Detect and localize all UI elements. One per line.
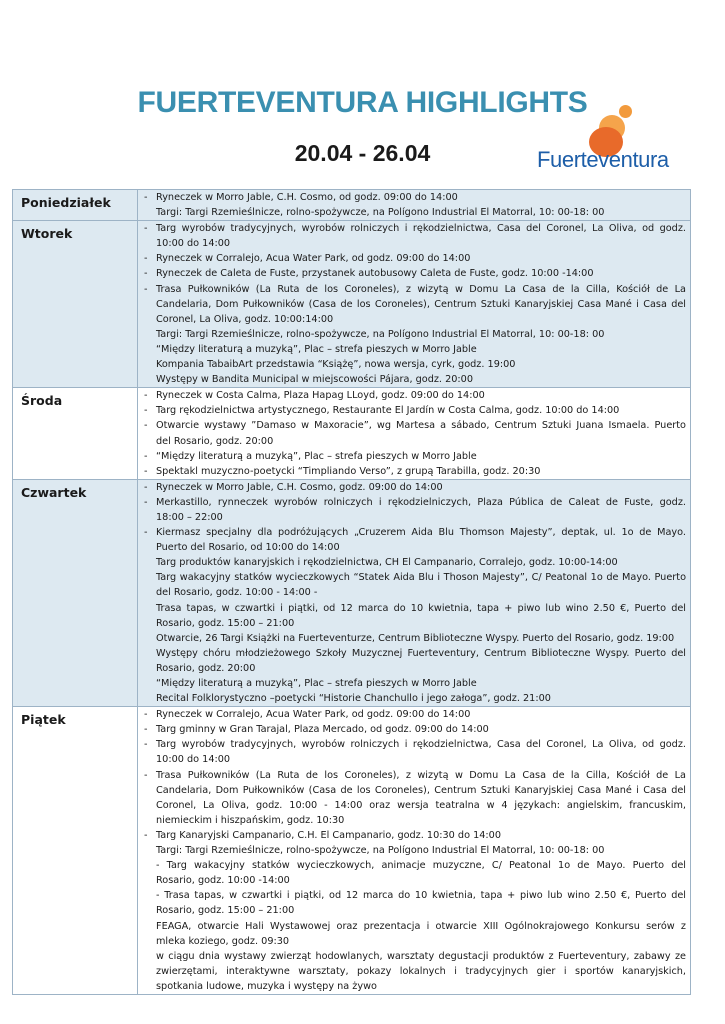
bullet: -: [144, 450, 148, 462]
event-text: spotkania ludowe, muzyka i występy na żywo: [156, 980, 377, 992]
event-line: [144, 631, 686, 646]
logo-dot-small: [619, 105, 632, 118]
event-text: Otwarcie, 26 Targi Książki na Fuerteventurze, Centrum Biblioteczne Wyspy. Puerto del Rosario, godz. 19:00: [156, 632, 675, 644]
event-text: 10:00 do 14:00: [156, 754, 231, 766]
day-events: [138, 388, 691, 480]
day-row: [13, 707, 691, 995]
bullet: -: [144, 268, 148, 280]
event-line: [144, 949, 686, 964]
bullet: [144, 798, 156, 813]
bullet: [144, 646, 156, 661]
event-text: del Rosario, godz. 10:00 - 14:00 -: [156, 587, 318, 599]
event-line: [144, 205, 686, 220]
event-line: [144, 357, 686, 372]
event-line: [144, 251, 686, 266]
bullet: [144, 570, 156, 585]
bullet: [144, 919, 156, 934]
event-line: [144, 418, 686, 433]
bullet: -: [144, 724, 148, 736]
logo-wordmark: Fuerteventura: [537, 147, 669, 172]
event-line: [144, 676, 686, 691]
event-line: [144, 707, 686, 722]
event-line: [144, 903, 686, 918]
event-line: [144, 783, 686, 798]
day-name: Piątek: [13, 707, 138, 995]
day-name: Środa: [13, 388, 138, 480]
event-text: - Trasa tapas, w czwartki i piątki, od 12 marca do 10 kwietnia, tapa + piwo lub wino 2.50 €, Puerto del: [156, 890, 686, 902]
bullet: [144, 783, 156, 798]
event-text: “Między literaturą a muzyką”, Plac – strefa pieszych w Morro Jable: [156, 678, 477, 689]
event-text: mleka koziego, godz. 09:30: [156, 935, 290, 947]
event-text: 10:00 do 14:00: [156, 238, 231, 250]
event-line: [144, 342, 686, 357]
day-name: Czwartek: [13, 479, 138, 706]
event-line: [144, 236, 686, 251]
event-line: [144, 221, 686, 236]
event-text: niemieckim i hiszpańskim, godz. 10:30: [156, 814, 345, 826]
event-text: Targi: Targi Rzemieślnicze, rolno-spożywcze, na Polígono Industrial El Matorral, 10: 00-18: 00: [156, 845, 605, 857]
event-line: [144, 540, 686, 555]
event-line: [144, 964, 686, 979]
bullet: -: [144, 223, 148, 235]
event-line: [144, 403, 686, 418]
event-line: [144, 888, 686, 903]
bullet: -: [144, 420, 148, 432]
event-text: 18:00 – 22:00: [156, 511, 223, 523]
event-text: Targi: Targi Rzemieślnicze, rolno-spożywcze, na Polígono Industrial El Matorral, 10: 00-18: 00: [156, 207, 605, 219]
event-text: Ryneczek w Corralejo, Acua Water Park, od godz. 09:00 do 14:00: [156, 709, 471, 721]
event-line: [144, 828, 686, 843]
event-text: Rosario, godz. 10:00 -14:00: [156, 875, 290, 887]
event-text: Kompania TabaibArt przedstawia “Książę”, nowa wersja, cyrk, godz. 19:00: [156, 359, 516, 371]
event-text: “Między literaturą a muzyką”, Plac – strefa pieszych w Morro Jable: [156, 450, 477, 462]
event-text: Merkastillo, rynneczek wyrobów rolniczych i rękodzielniczych, Plaza Pública de Caleat de Fuste, godz.: [156, 496, 686, 508]
event-text: Ryneczek w Corralejo, Acua Water Park, od godz. 09:00 do 14:00: [156, 253, 471, 265]
bullet: [144, 949, 156, 964]
event-text: Coronel, La Oliva, godz. 10:00 - 14:00 oraz wersja teatralna w 4 językach: angielskim, francuskim,: [156, 799, 686, 811]
bullet: [144, 964, 156, 979]
event-text: Puerto del Rosario, od 10:00 do 14:00: [156, 542, 340, 554]
event-text: Recital Folklorystyczno –poetycki “Historie Chanchullo i jego załoga”, godz. 21:00: [156, 693, 551, 705]
event-line: [144, 570, 686, 585]
event-line: [144, 190, 686, 205]
event-text: Ryneczek w Morro Jable, C.H. Cosmo, od godz. 09:00 do 14:00: [156, 192, 458, 203]
day-events: [138, 221, 691, 388]
event-text: Targ produktów kanaryjskich i rękodzielnictwa, CH El Campanario, Corralejo, godz. 10:00-14:00: [156, 557, 618, 569]
bullet: -: [144, 283, 148, 295]
page-title: FUERTEVENTURA HIGHLIGHTS: [137, 86, 588, 119]
event-line: [144, 858, 686, 873]
day-events: [138, 707, 691, 995]
event-line: [144, 266, 686, 281]
bullet: -: [144, 527, 148, 539]
day-name: Wtorek: [13, 221, 138, 388]
event-text: Trasa Pułkowników (La Ruta de los Coroneles), z wizytą w Domu La Casa de la Cilla, Kościół de La: [156, 769, 686, 781]
day-row: [13, 190, 691, 221]
event-line: [144, 979, 686, 994]
event-text: Candelaria, Dom Pułkowników (Casa de los Coroneles), Centrum Sztuki Kanaryjskiej Casa Mané i Casa del: [156, 784, 686, 796]
event-line: [144, 372, 686, 387]
event-text: Rosario, godz. 20:00: [156, 662, 256, 674]
day-row: [13, 388, 691, 480]
event-line: [144, 525, 686, 540]
bullet: -: [144, 192, 148, 203]
day-row: [13, 221, 691, 388]
event-text: Targ wyrobów tradycyjnych, wyrobów rolniczych i rękodzielnictwa, Casa del Coronel, La Oliva, od godz.: [156, 739, 686, 751]
event-line: [144, 798, 686, 813]
event-line: [144, 919, 686, 934]
event-line: [144, 510, 686, 525]
event-text: FEAGA, otwarcie Hali Wystawowej oraz prezentacja i otwarcie XIII Ogólnokrajowego Konkursu serów z: [156, 920, 686, 932]
event-line: [144, 327, 686, 342]
event-text: Coronel, La Oliva, godz. 10:00:14:00: [156, 313, 334, 325]
event-line: [144, 297, 686, 312]
event-text: Candelaria, Dom Pułkowników (Casa de los Coroneles), Centrum Sztuki Kanaryjskiej Casa Mané i Casa del: [156, 298, 686, 310]
event-line: [144, 737, 686, 752]
bullet: -: [144, 253, 148, 265]
event-line: [144, 555, 686, 570]
event-text: Targi: Targi Rzemieślnicze, rolno-spożywcze, na Polígono Industrial El Matorral, 10: 00-18: 00: [156, 328, 605, 340]
bullet: [144, 858, 156, 873]
event-text: Spektakl muzyczno-poetycki “Timpliando Verso”, z grupą Tarabilla, godz. 20:30: [156, 465, 541, 477]
bullet: -: [144, 390, 148, 402]
bullet: [144, 601, 156, 616]
event-line: [144, 646, 686, 661]
event-line: [144, 768, 686, 783]
event-text: Otwarcie wystawy ”Damaso w Maxoracie”, wg Martesa a sábado, Centrum Sztuki Juana Ismaela. Puerto: [156, 420, 686, 432]
event-text: Targ wakacyjny statków wycieczkowych “Statek Aida Blu i Thoson Majesty”, C/ Peatonal 1o de Mayo. Puerto: [156, 572, 686, 584]
date-range: 20.04 - 26.04: [294, 140, 431, 166]
bullet: -: [144, 739, 148, 751]
event-line: [144, 585, 686, 600]
event-text: - Targ wakacyjny statków wycieczkowych, animacje muzyczne, C/ Peatonal 1o de Mayo. Puerto del: [156, 860, 686, 872]
event-text: Targ gminny w Gran Tarajal, Plaza Mercado, od godz. 09:00 do 14:00: [156, 724, 489, 736]
event-line: [144, 691, 686, 706]
event-text: Występy chóru młodzieżowego Szkoły Muzycznej Fuerteventury, Centrum Biblioteczne Wyspy. Puerto del: [156, 647, 686, 659]
event-line: [144, 601, 686, 616]
event-text: Targ wyrobów tradycyjnych, wyrobów rolniczych i rękodzielnictwa, Casa del Coronel, La Oliva, od godz.: [156, 223, 686, 235]
event-line: [144, 495, 686, 510]
event-text: Ryneczek w Morro Jable, C.H. Cosmo, godz. 09:00 do 14:00: [156, 481, 443, 493]
event-line: [144, 464, 686, 479]
day-row: [13, 479, 691, 706]
event-text: “Między literaturą a muzyką”, Plac – strefa pieszych w Morro Jable: [156, 343, 477, 355]
day-name: Poniedziałek: [13, 190, 138, 221]
event-line: [144, 722, 686, 737]
event-text: zwierzętami, interaktywne warsztaty, pokazy lokalnych i tradycyjnych gier i sportów kanaryjskich,: [156, 965, 686, 977]
bullet: -: [144, 405, 148, 417]
event-line: [144, 934, 686, 949]
event-line: [144, 312, 686, 327]
event-text: del Rosario, godz. 20:00: [156, 435, 274, 447]
event-text: Rosario, godz. 15:00 – 21:00: [156, 905, 295, 917]
bullet: -: [144, 829, 148, 841]
event-text: Targ rękodzielnictwa artystycznego, Restaurante El Jardín w Costa Calma, godz. 10:00 do 14:00: [156, 405, 620, 417]
event-line: [144, 616, 686, 631]
bullet: [144, 297, 156, 312]
event-line: [144, 843, 686, 858]
event-text: Ryneczek de Caleta de Fuste, przystanek autobusowy Caleta de Fuste, godz. 10:00 -14:00: [156, 268, 594, 280]
event-line: [144, 873, 686, 888]
event-line: [144, 480, 686, 495]
event-text: w ciągu dnia wystawy zwierząt hodowlanych, warsztaty degustacji produktów z Fuerteventury, zabawy ze: [156, 950, 686, 962]
day-events: [138, 190, 691, 221]
event-line: [144, 813, 686, 828]
event-text: Trasa tapas, w czwartki i piątki, od 12 marca do 10 kwietnia, tapa + piwo lub wino 2.50 €, Puerto del: [156, 602, 686, 614]
event-text: Targ Kanaryjski Campanario, C.H. El Campanario, godz. 10:30 do 14:00: [156, 829, 501, 841]
fuerteventura-logo: [533, 103, 688, 175]
event-text: Występy w Bandita Municipal w miejscowości Pájara, godz. 20:00: [156, 374, 474, 386]
event-line: [144, 449, 686, 464]
bullet: -: [144, 496, 148, 508]
event-line: [144, 434, 686, 449]
event-text: Trasa Pułkowników (La Ruta de los Coroneles), z wizytą w Domu La Casa de la Cilla, Kościół de La: [156, 283, 686, 295]
event-line: [144, 282, 686, 297]
bullet: -: [144, 465, 148, 477]
event-text: Rosario, godz. 15:00 – 21:00: [156, 617, 295, 629]
bullet: [144, 888, 156, 903]
bullet: -: [144, 709, 148, 721]
event-line: [144, 752, 686, 767]
event-text: Ryneczek w Costa Calma, Plaza Hapag LLoyd, godz. 09:00 do 14:00: [156, 390, 485, 402]
bullet: -: [144, 769, 148, 781]
bullet: -: [144, 481, 148, 493]
schedule-table: [12, 189, 691, 995]
day-events: [138, 479, 691, 706]
event-line: [144, 388, 686, 403]
event-line: [144, 661, 686, 676]
event-text: Kiermasz specjalny dla podróżujących „Cruzerem Aida Blu Thomson Majesty”, deptak, ul. 1o de Mayo.: [156, 527, 686, 539]
